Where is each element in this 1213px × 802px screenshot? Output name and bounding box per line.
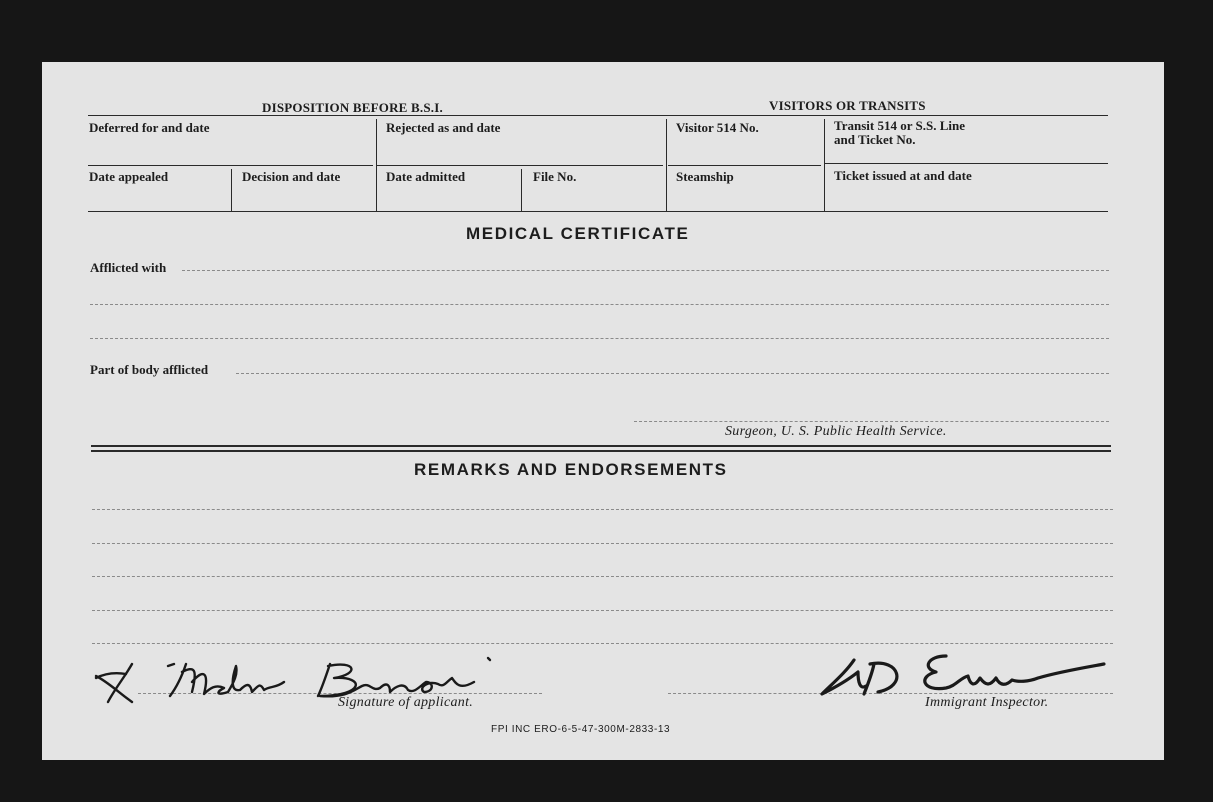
remarks-line-3	[92, 576, 1113, 577]
rejected-label: Rejected as and date	[386, 120, 501, 135]
row-divider-b	[377, 165, 663, 166]
visitors-heading: VISITORS OR TRANSITS	[769, 98, 926, 113]
disposition-heading: DISPOSITION BEFORE B.S.I.	[262, 100, 443, 115]
double-rule-top	[91, 445, 1111, 447]
afflicted-line-1	[182, 270, 1109, 271]
row-divider-a	[88, 165, 373, 166]
vrule-5	[521, 169, 522, 211]
row-divider-d	[825, 163, 1108, 164]
body-part-line	[236, 373, 1109, 374]
date-admitted-label: Date admitted	[386, 169, 466, 184]
section-rule	[88, 211, 1108, 212]
date-appealed-label: Date appealed	[89, 169, 169, 184]
body-part-label: Part of body afflicted	[90, 362, 209, 377]
vrule-1	[376, 119, 377, 211]
file-no-label: File No.	[533, 169, 577, 184]
inspector-caption: Immigrant Inspector.	[925, 695, 1049, 710]
deferred-label: Deferred for and date	[89, 120, 210, 135]
row-divider-c	[668, 165, 821, 166]
afflicted-line-2	[90, 304, 1109, 305]
immigration-record-card	[42, 62, 1164, 760]
transit-label-line2: and Ticket No.	[834, 132, 916, 147]
steamship-label: Steamship	[676, 169, 734, 184]
medical-heading: MEDICAL CERTIFICATE	[466, 224, 690, 243]
remarks-heading: REMARKS AND ENDORSEMENTS	[414, 460, 728, 479]
remarks-line-5	[92, 643, 1113, 644]
visitor-514-label: Visitor 514 No.	[676, 120, 759, 135]
double-rule-bottom	[91, 450, 1111, 452]
remarks-line-4	[92, 610, 1113, 611]
afflicted-line-3	[90, 338, 1109, 339]
top-rule	[88, 115, 1108, 116]
form-imprint: FPI INC ERO-6-5-47-300M-2833-13	[491, 724, 671, 735]
remarks-line-2	[92, 543, 1113, 544]
transit-label-line1: Transit 514 or S.S. Line	[834, 118, 965, 133]
transit-label	[834, 119, 965, 147]
applicant-caption: Signature of applicant.	[338, 695, 474, 710]
decision-label: Decision and date	[242, 169, 341, 184]
inspector-signature-icon	[818, 646, 1108, 702]
vrule-2	[666, 119, 667, 211]
vrule-4	[231, 169, 232, 211]
remarks-line-1	[92, 509, 1113, 510]
afflicted-label: Afflicted with	[90, 260, 167, 275]
surgeon-caption: Surgeon, U. S. Public Health Service.	[725, 424, 947, 439]
vrule-3	[824, 119, 825, 211]
ticket-issued-label: Ticket issued at and date	[834, 168, 972, 183]
surgeon-signature-line	[634, 421, 1109, 422]
